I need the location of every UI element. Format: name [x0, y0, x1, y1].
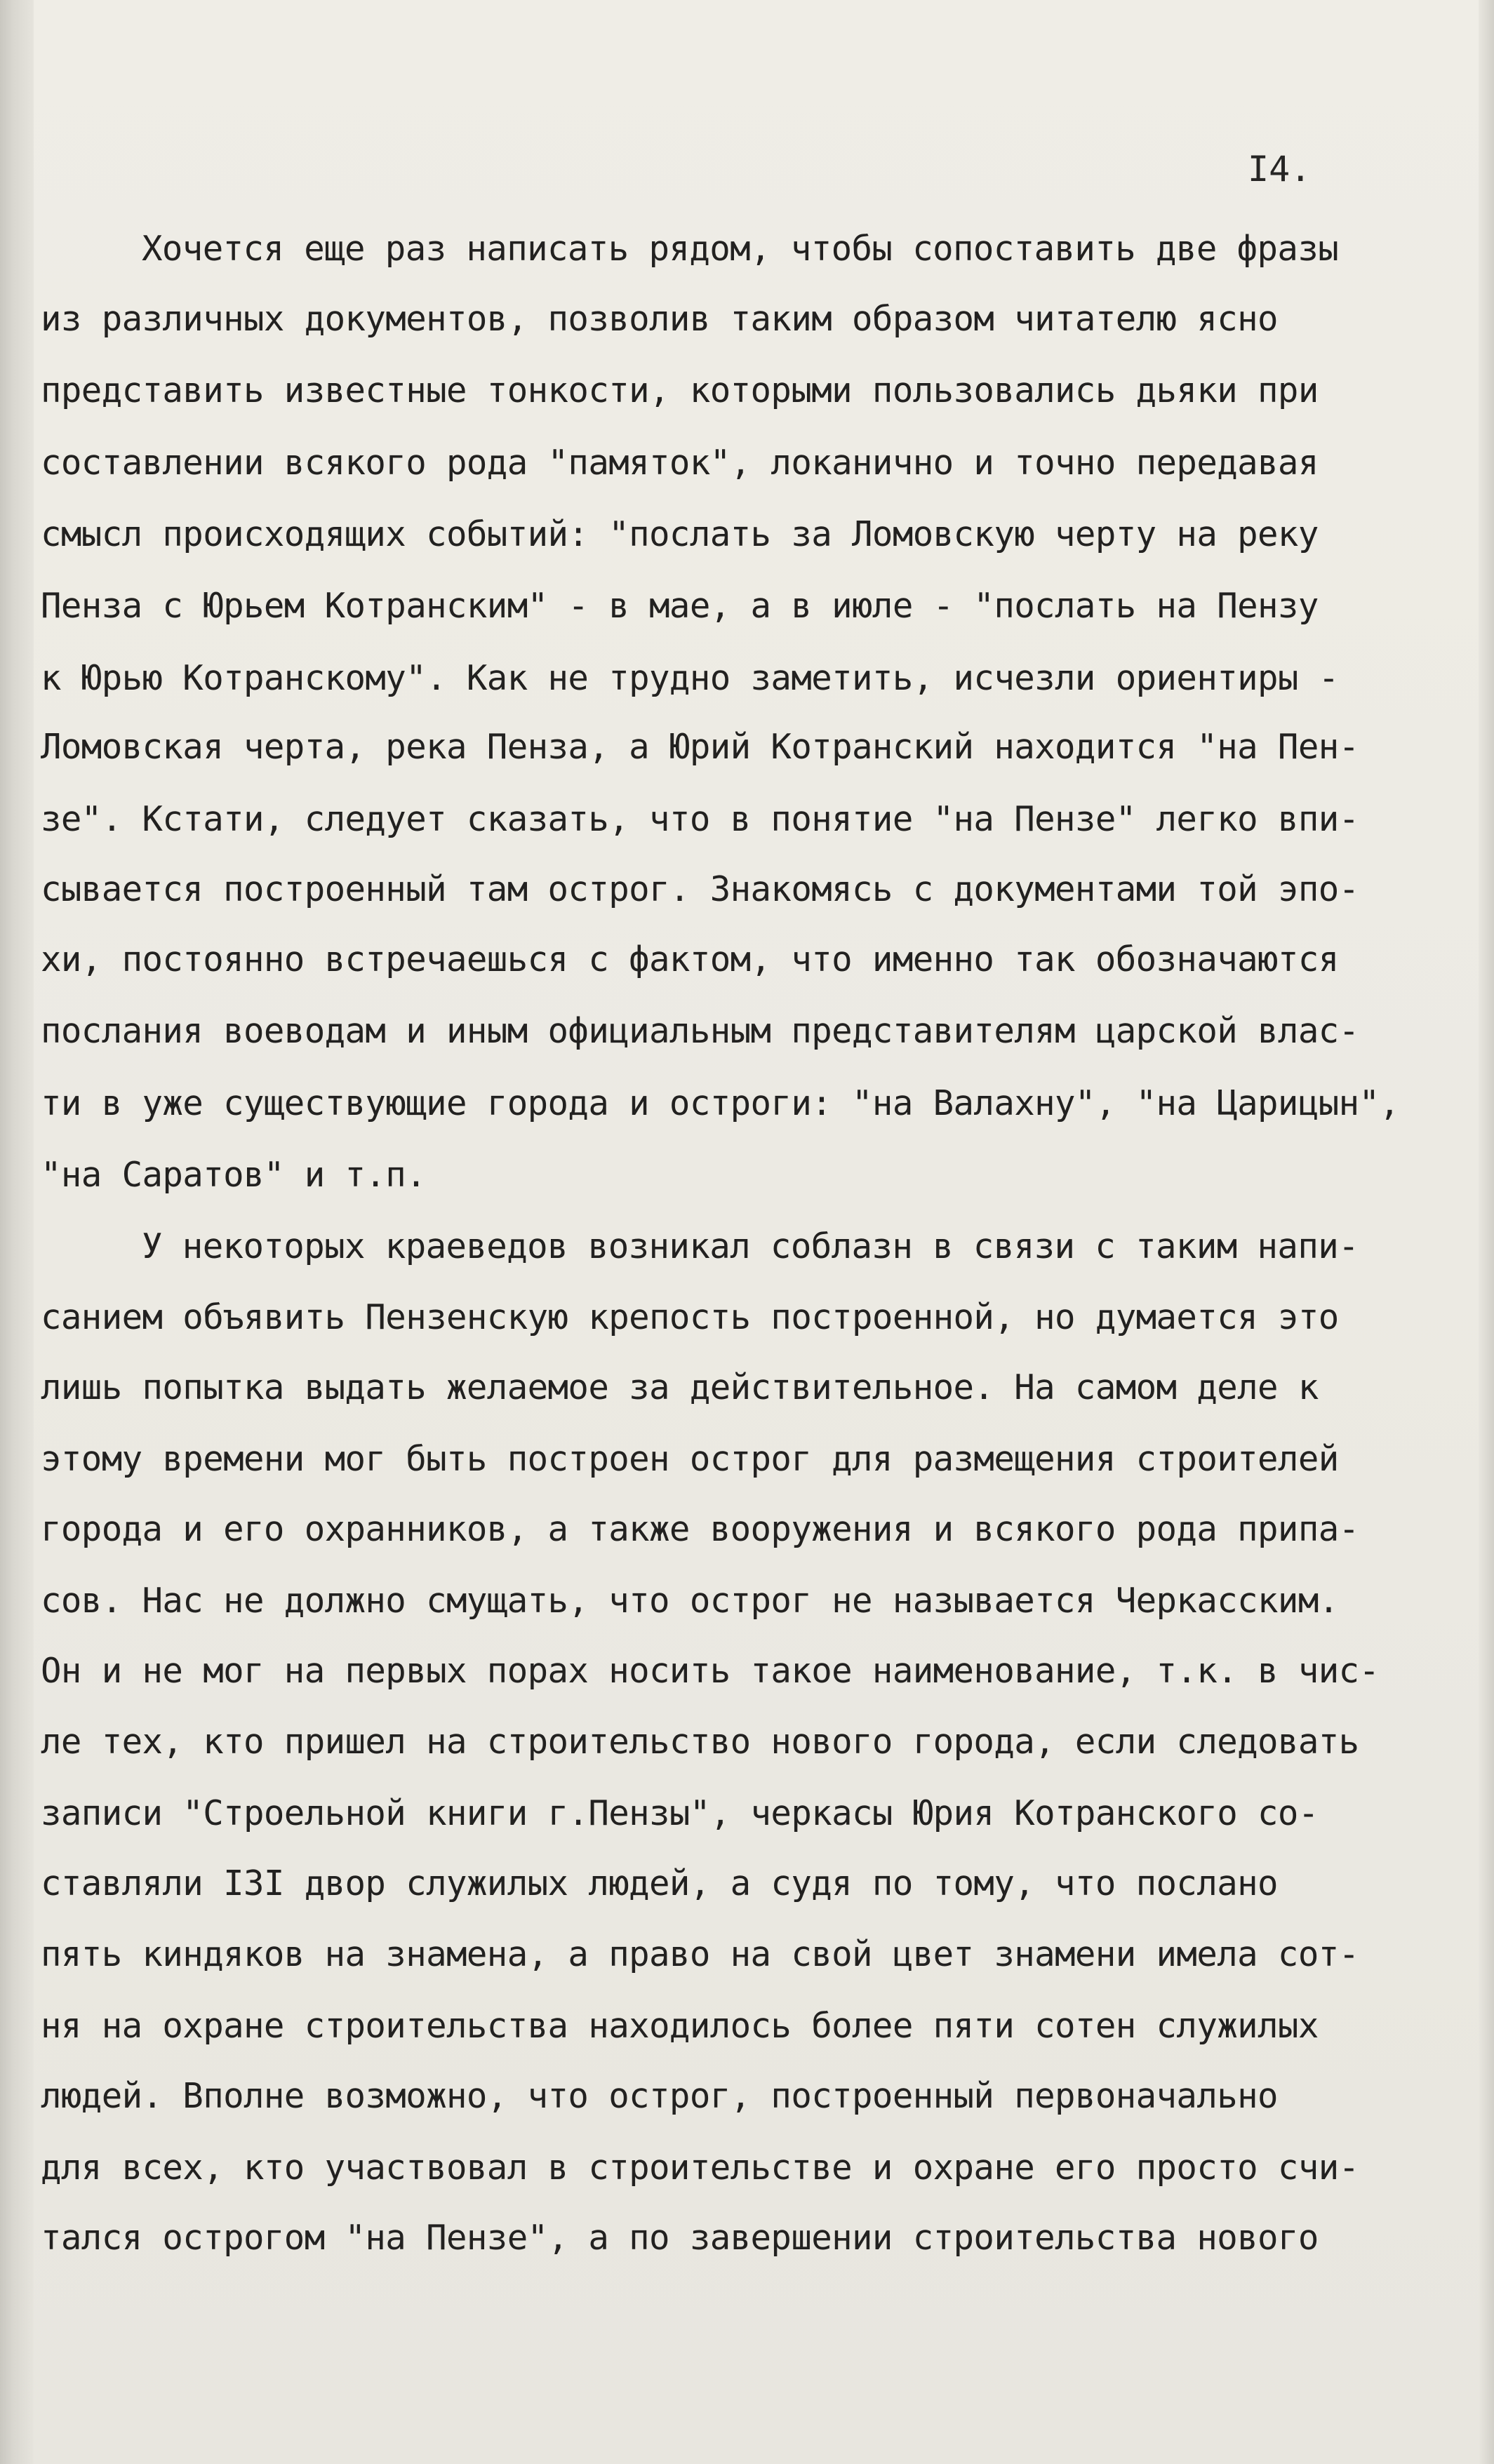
- text-line: санием объявить Пензенскую крепость построенной, но думается это: [41, 1297, 1339, 1337]
- text-line: составлении всякого рода "памяток", локанично и точно передавая: [41, 443, 1319, 483]
- page-left-edge: [0, 0, 34, 2464]
- text-line: смысл происходящих событий: "послать за Ломовскую черту на реку: [41, 514, 1319, 554]
- text-line: представить известные тонкости, которыми пользовались дьяки при: [41, 370, 1319, 410]
- text-line: Он и не мог на первых порах носить такое наименование, т.к. в чис-: [41, 1651, 1380, 1691]
- text-line: из различных документов, позволив таким образом читателю ясно: [41, 299, 1278, 339]
- page-number: I4.: [1248, 149, 1312, 189]
- text-line: ле тех, кто пришел на строительство нового города, если следовать: [41, 1722, 1359, 1762]
- text-line: "на Саратов" и т.п.: [41, 1155, 427, 1195]
- text-line: тался острогом "на Пензе", а по завершении строительства нового: [41, 2218, 1319, 2258]
- page-right-edge: [1479, 0, 1494, 2464]
- text-line: зе". Кстати, следует сказать, что в понятие "на Пензе" легко впи-: [41, 799, 1359, 839]
- text-line: сывается построенный там острог. Знакомясь с документами той эпо-: [41, 869, 1359, 909]
- text-line: этому времени мог быть построен острог для размещения строителей: [41, 1439, 1339, 1479]
- text-line: У некоторых краеведов возникал соблазн в связи с таким напи-: [142, 1226, 1359, 1266]
- text-line: Ломовская черта, река Пенза, а Юрий Котранский находится "на Пен-: [41, 727, 1359, 767]
- text-line: пять киндяков на знамена, а право на свой цвет знамени имела сот-: [41, 1934, 1359, 1974]
- text-line: к Юрью Котранскому". Как не трудно заметить, исчезли ориентиры -: [41, 658, 1339, 698]
- text-line: города и его охранников, а также вооружения и всякого рода припа-: [41, 1509, 1359, 1549]
- text-line: ти в уже существующие города и остроги: "на Валахну", "на Царицын",: [41, 1083, 1400, 1123]
- text-line: для всех, кто участвовал в строительстве и охране его просто счи-: [41, 2148, 1359, 2188]
- text-line: лишь попытка выдать желаемое за действительное. На самом деле к: [41, 1367, 1319, 1407]
- text-line: послания воеводам и иным официальным представителям царской влас-: [41, 1011, 1359, 1051]
- text-line: Пенза с Юрьем Котранским" - в мае, а в июле - "послать на Пензу: [41, 586, 1319, 626]
- text-line: ня на охране строительства находилось более пяти сотен служилых: [41, 2006, 1319, 2046]
- text-line: ставляли I3I двор служилых людей, а судя по тому, что послано: [41, 1863, 1278, 1903]
- text-line: людей. Вполне возможно, что острог, построенный первоначально: [41, 2076, 1278, 2116]
- text-line: сов. Нас не должно смущать, что острог не называется Черкасским.: [41, 1581, 1339, 1621]
- text-line: Хочется еще раз написать рядом, чтобы сопоставить две фразы: [142, 229, 1339, 269]
- text-line: хи, постоянно встречаешься с фактом, что именно так обозначаются: [41, 939, 1339, 979]
- text-line: записи "Строельной книги г.Пензы", черкасы Юрия Котранского со-: [41, 1793, 1319, 1833]
